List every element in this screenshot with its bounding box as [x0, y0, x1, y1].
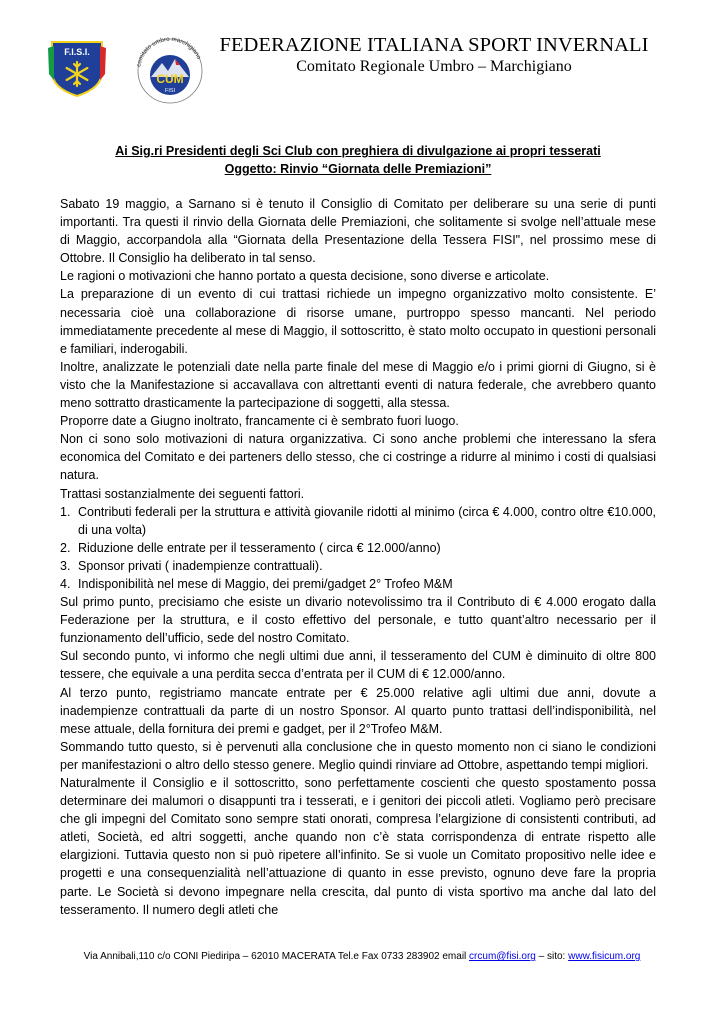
list-number: 3.	[60, 558, 71, 573]
factors-list	[60, 503, 656, 593]
website-link[interactable]: www.fisicum.org	[568, 951, 641, 962]
fisi-logo-text: F.I.S.I.	[64, 47, 90, 57]
paragraph: Naturalmente il Consiglio e il sottoscritto, sono perfettamente coscienti che questo spostamento possa determinare dei malumori o disappunti tra i tesserati, e i genitori dei piccoli atleti. Vogliamo però precisare che gli impegni del Comitato sono sempre stati onorati, compresa l’elargizione di consistenti contributi, ad atleti, Società, ed altri soggetti, anche quando non c’è stata corrispondenza di entrate rispetto alle elargizioni. Tuttavia questo non si può ripetere all’infinito. Se si vuole un Comitato propositivo nelle idee e progetti e una consequenzialità nell’attuazione di quanto in esse previsto, ognuno deve fare la propria parte. Le Società si devono impegnare nella crescita, dal punto di vista sportivo ma anche dal lato del tesseramento. Il numero degli atleti che	[60, 776, 656, 917]
fisi-shield-logo	[46, 38, 108, 98]
list-number: 4.	[60, 576, 71, 591]
list-item-text: Indisponibilità nel mese di Maggio, dei premi/gadget 2° Trofeo M&M	[78, 576, 453, 591]
letter-body	[60, 195, 656, 919]
list-item-text: Contributi federali per la struttura e attività giovanile ridotti al minimo (circa € 4.000, contro oltre €10.000, di una volta)	[78, 504, 656, 537]
paragraph: Al terzo punto, registriamo mancate entrate per € 25.000 relative agli ultimi due anni, dovute a inadempienze contrattuali da parte di un nostro Sponsor. Al quarto punto trattasi dell’indisponibilità, nel mese attuale, della fornitura dei premi e gadget, per il 2°Trofeo M&M.	[60, 685, 656, 736]
list-number: 1.	[60, 504, 71, 519]
cum-logo-text: CUM	[156, 72, 184, 86]
paragraph: Sabato 19 maggio, a Sarnano si è tenuto il Consiglio di Comitato per deliberare su una serie di punti importanti. Tra questi il rinvio della Giornata delle Premiazioni, che solitamente si svolge nell’attuale mese di Maggio, accorpandola alla “Giornata della Presentazione della Tessera FISI", nel prossimo mese di Ottobre. Il Consiglio ha deliberato in tal senso.	[60, 197, 656, 266]
paragraph: Trattasi sostanzialmente dei seguenti fattori.	[60, 486, 305, 501]
list-item	[60, 575, 656, 593]
list-item	[60, 539, 656, 557]
list-item-text: Sponsor privati ( inadempienze contrattuali).	[78, 558, 323, 573]
paragraph: Sul primo punto, precisiamo che esiste un divario notevolissimo tra il Contributo di € 4.000 erogato dalla Federazione per la struttura, e il costo effettivo del personale, e tutto quant’altro necessario per il funzionamento dell’ufficio, sede del nostro Comitato.	[60, 595, 656, 646]
org-title: FEDERAZIONE ITALIANA SPORT INVERNALI	[219, 34, 649, 56]
paragraph: Inoltre, analizzate le potenziali date nella parte finale del mese di Maggio e/o i primi giorni di Giugno, si è visto che la Manifestazione si accavallava con altrettanti eventi di natura federale, che avrebbero quanto meno sottratto drasticamente la partecipazione di soggetti, alla stessa.	[60, 359, 656, 411]
paragraph: Proporre date a Giugno inoltrato, francamente ci è sembrato fuori luogo.	[60, 414, 459, 429]
addressee-line: Ai Sig.ri Presidenti degli Sci Club con preghiera di divulgazione ai propri tesserati	[115, 144, 601, 158]
org-subtitle: Comitato Regionale Umbro – Marchigiano	[296, 58, 572, 75]
list-item	[60, 557, 656, 575]
list-number: 2.	[60, 540, 71, 555]
paragraph: La preparazione di un evento di cui trattasi richiede un impegno organizzativo molto consistente. E’ necessaria cioè una collaborazione di risorse umane, purtroppo spesso mancanti. Nel periodo immediatamente precedente al mese di Maggio, il sottoscritto, è stato molto occupato in questioni personali e familiari, inderogabili.	[60, 287, 656, 356]
paragraph: Le ragioni o motivazioni che hanno portato a questa decisione, sono diverse e articolate.	[60, 269, 550, 284]
paragraph: Non ci sono solo motivazioni di natura organizzativa. Ci sono anche problemi che interessano la sfera economica del Comitato e dei parteners dello stesso, che ci costringe a ridurre al minimo i costi di qualsiasi natura.	[60, 432, 656, 483]
footer-site-label: – sito:	[535, 951, 569, 962]
cum-logo-arc-text: comitato umbro marchigiano	[135, 35, 203, 68]
footer-address: Via Annibali,110 c/o CONI Piediripa – 62010 MACERATA Tel.e Fax 0733 283902 email	[83, 951, 470, 962]
cum-logo	[130, 33, 210, 105]
email-link[interactable]: crcum@fisi.org	[469, 951, 536, 962]
footer	[0, 950, 724, 964]
paragraph: Sommando tutto questo, si è pervenuti alla conclusione che in questo momento non ci siano le condizioni per manifestazioni o altro dello stesso genere. Meglio quindi rinviare ad Ottobre, aspettando tempi migliori.	[60, 739, 656, 772]
list-item	[60, 503, 656, 539]
paragraph: Sul secondo punto, vi informo che negli ultimi due anni, il tesseramento del CUM è diminuito di oltre 800 tessere, che equivale a una perdita secca d’entrata per il CUM di € 12.000/anno.	[60, 649, 656, 682]
list-item-text: Riduzione delle entrate per il tesseramento ( circa € 12.000/anno)	[78, 540, 441, 555]
cum-logo-sub: FISI	[164, 88, 176, 94]
subject-line: Oggetto: Rinvio “Giornata delle Premiazioni”	[224, 162, 492, 176]
